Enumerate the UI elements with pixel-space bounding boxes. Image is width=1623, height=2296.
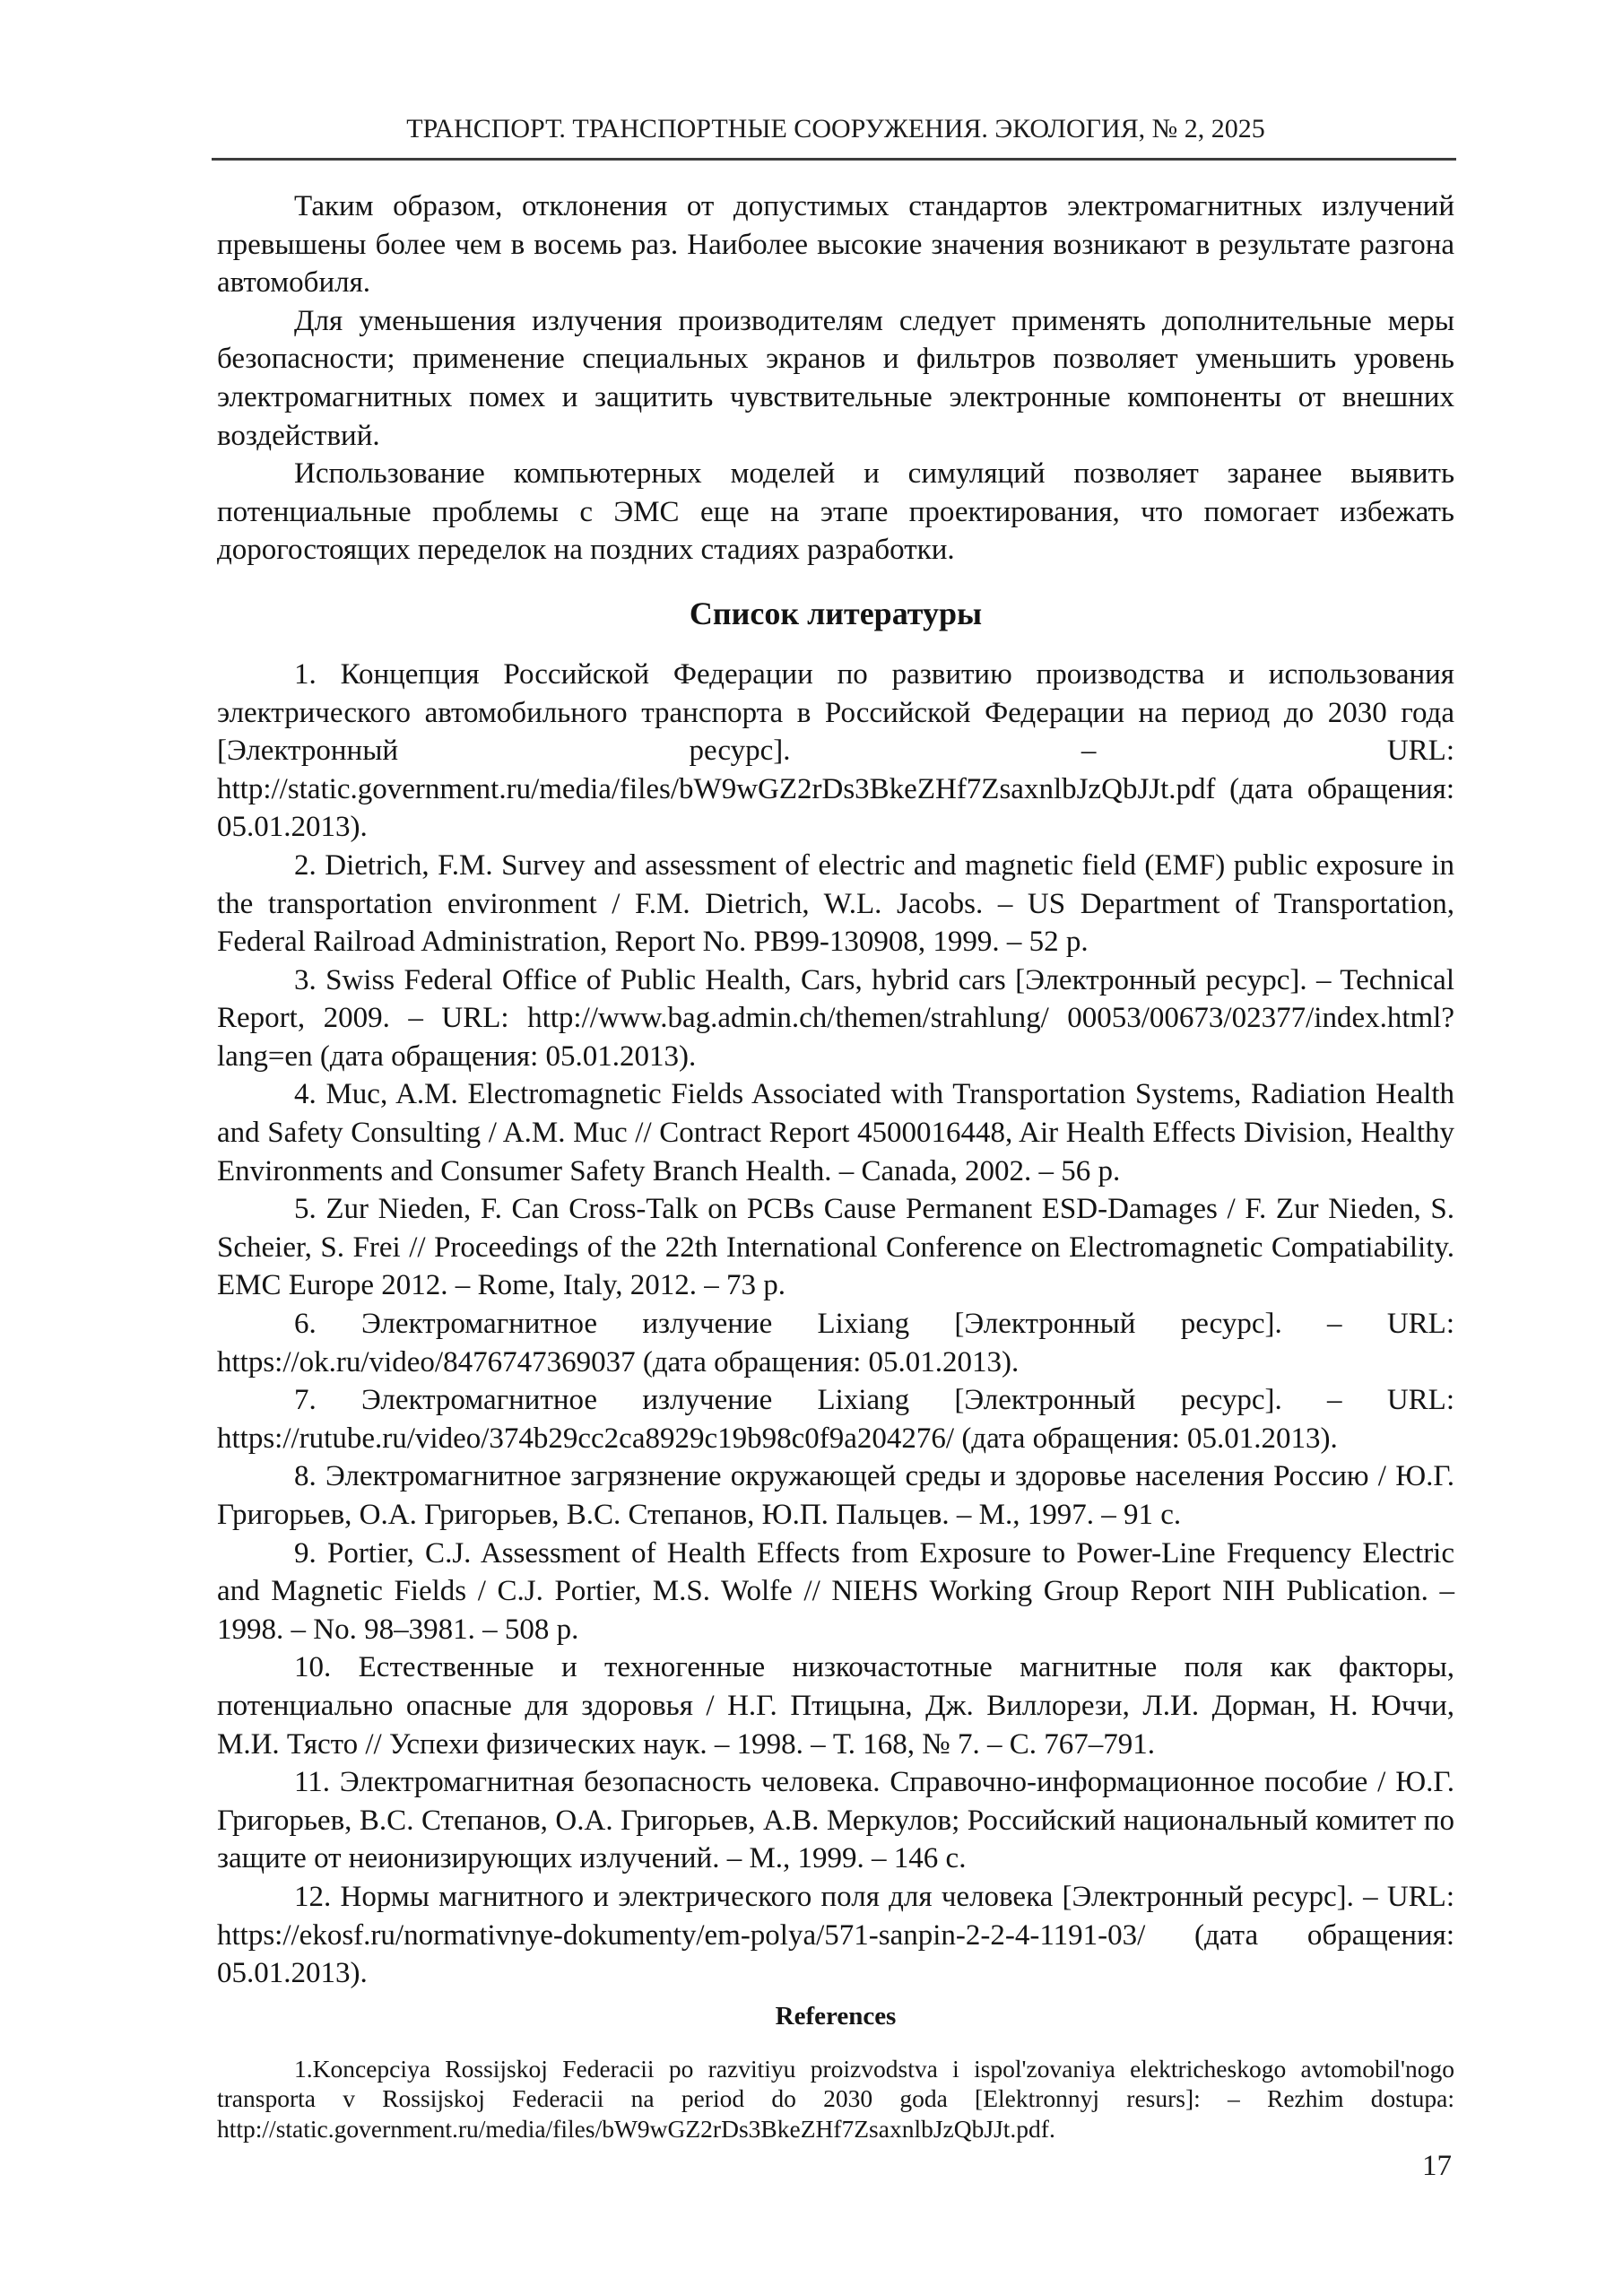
reference-item: 12. Нормы магнитного и электрического поля для человека [Электронный ресурс]. – URL: https://ekosf.ru/normativnye-dokumenty/em-polya/571-sanpin-2-2-4-1191-03/ (дата обращения: 05.01.2013). — [217, 1880, 1454, 1990]
reference-item: 5. Zur Nieden, F. Can Cross-Talk on PCBs Cause Permanent ESD-Damages / F. Zur Nieden, S. Scheier, S. Frei // Proceedings of the 22th International Conference on Electromagnetic Compatiability. EMC Europe 2012. – Rome, Italy, 2012. – 73 p. — [217, 1193, 1454, 1302]
intro-paragraphs — [217, 187, 1454, 570]
page-number: 17 — [1422, 2150, 1452, 2182]
references-ru-list — [217, 656, 1454, 1993]
page-content — [217, 187, 1454, 2144]
references-en-list — [217, 2054, 1454, 2144]
intro-paragraph: Таким образом, отклонения от допустимых стандартов электромагнитных излучений превышены более чем в восемь раз. Наиболее высокие значения возникают в результате разгона автомобиля. — [217, 190, 1454, 300]
reference-item: 8. Электромагнитное загрязнение окружающей среды и здоровье населения Россию / Ю.Г. Григорьев, О.А. Григорьев, В.С. Степанов, Ю.П. Пальцев. – М., 1997. – 91 с. — [217, 1460, 1454, 1531]
reference-item: 2. Dietrich, F.M. Survey and assessment of electric and magnetic field (EMF) public exposure in the transportation environment / F.M. Dietrich, W.L. Jacobs. – US Department of Transportation, Federal Railroad Administration, Report No. PB99-130908, 1999. – 52 p. — [217, 848, 1454, 959]
reference-item-en: 1.Koncepciya Rossijskoj Federacii po razvitiyu proizvodstva i ispol'zovaniya elektricheskogo avtomobil'nogo transporta v Rossijskoj Federacii na period do 2030 goda [Elektronnyj resurs]: – Rezhim dostupa: http://static.government.ru/media/files/bW9wGZ2rDs3BkeZHf7ZsaxnlbJzQbJJt.pdf. — [217, 2054, 1454, 2143]
references-en-title: References — [775, 2001, 897, 2031]
reference-item: 6. Электромагнитное излучение Lixiang [Электронный ресурс]. – URL: https://ok.ru/video/8476747369037 (дата обращения: 05.01.2013). — [217, 1308, 1454, 1378]
intro-paragraph: Использование компьютерных моделей и симуляций позволяет заранее выявить потенциальные проблемы с ЭМС еще на этапе проектирования, что помогает избежать дорогостоящих переделок на поздних стадиях разработки. — [217, 457, 1454, 567]
reference-item: 9. Portier, C.J. Assessment of Health Effects from Exposure to Power-Line Frequency Electric and Magnetic Fields / C.J. Portier, M.S. Wolfe // NIEHS Working Group Report NIH Publication. – 1998. – No. 98–3981. – 508 p. — [217, 1536, 1454, 1646]
journal-header: ТРАНСПОРТ. ТРАНСПОРТНЫЕ СООРУЖЕНИЯ. ЭКОЛОГИЯ, № 2, 2025 — [406, 114, 1265, 144]
intro-paragraph: Для уменьшения излучения производителям следует применять дополнительные меры безопасности; применение специальных экранов и фильтров позволяет уменьшить уровень электромагнитных помех и защитить чувствительные электронные компоненты от внешних воздействий. — [217, 304, 1454, 452]
header-rule — [212, 158, 1456, 161]
reference-item: 4. Muc, A.M. Electromagnetic Fields Associated with Transportation Systems, Radiation Health and Safety Consulting / A.M. Muc // Contract Report 4500016448, Air Health Effects Division, Healthy Environments and Consumer Safety Branch Health. – Canada, 2002. – 56 p. — [217, 1078, 1454, 1187]
reference-item: 11. Электромагнитная безопасность человека. Справочно-информационное пособие / Ю.Г. Григорьев, В.С. Степанов, О.А. Григорьев, А.В. Меркулов; Российский национальный комитет по защите от неионизирующих излучений. – М., 1999. – 146 с. — [217, 1766, 1454, 1875]
reference-item: 7. Электромагнитное излучение Lixiang [Электронный ресурс]. – URL: https://rutube.ru/video/374b29cc2ca8929c19b98c0f9a204276/ (дата обращения: 05.01.2013). — [217, 1384, 1454, 1455]
reference-item: 1. Концепция Российской Федерации по развитию производства и использования электрического автомобильного транспорта в Российской Федерации на период до 2030 года [Электронный ресурс]. – URL: http://static.government.ru/media/files/bW9wGZ2rDs3BkeZHf7ZsaxnlbJzQbJJt.pdf (дата обращения: 05.01.2013). — [217, 657, 1454, 844]
reference-item: 10. Естественные и техногенные низкочастотные магнитные поля как факторы, потенциально опасные для здоровья / Н.Г. Птицына, Дж. Виллорези, Л.И. Дорман, Н. Юччи, М.И. Тясто // Успехи физических наук. – 1998. – Т. 168, № 7. – С. 767–791. — [217, 1651, 1454, 1761]
reference-item: 3. Swiss Federal Office of Public Health, Cars, hybrid cars [Электронный ресурс]. – Technical Report, 2009. – URL: http://www.bag.admin.ch/themen/strahlung/ 00053/00673/02377/index.html?lang=en (дата обращения: 05.01.2013). — [217, 963, 1454, 1073]
references-ru-title: Список литературы — [689, 595, 983, 631]
